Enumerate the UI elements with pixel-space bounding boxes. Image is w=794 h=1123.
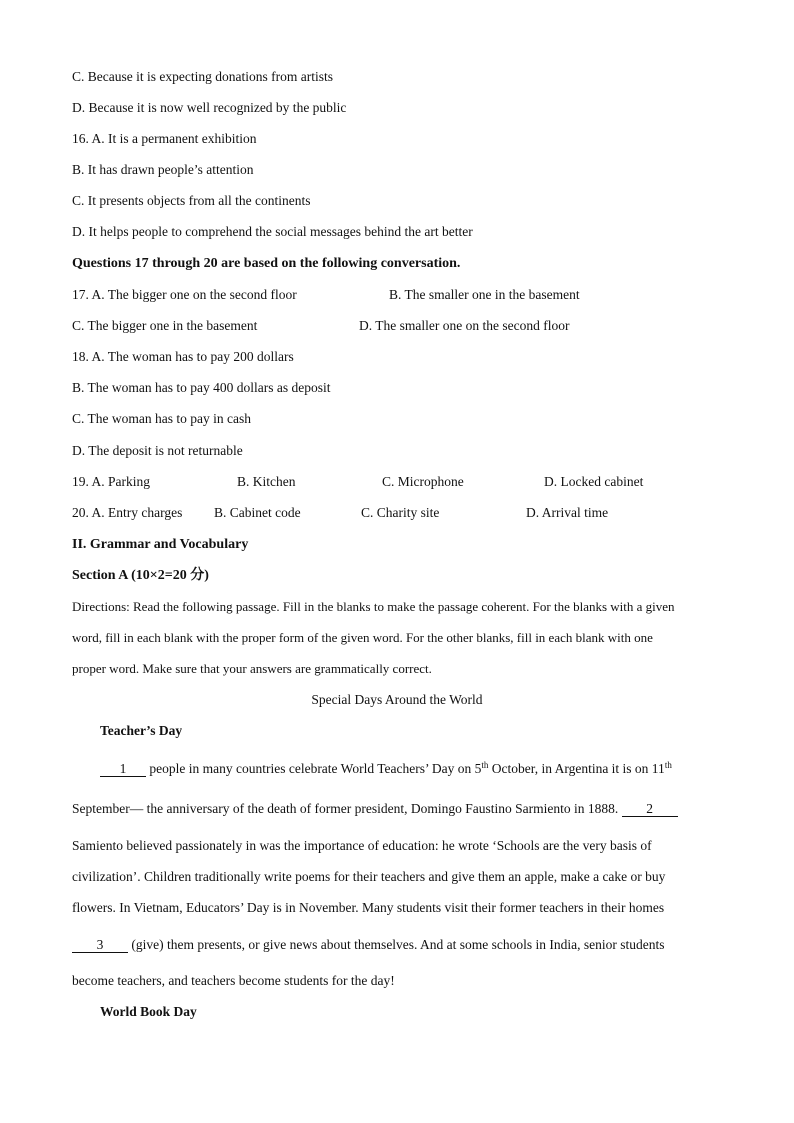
passage-line-5: flowers. In Vietnam, Educators’ Day is in November. Many students visit their former teachers in their homes: [72, 900, 665, 915]
passage-line-6: 3 (give) them presents, or give news about themselves. And at some schools in India, senior students: [72, 938, 665, 953]
q17-option-d: D. The smaller one on the second floor: [359, 318, 570, 333]
q18-option-b: B. The woman has to pay 400 dollars as deposit: [72, 380, 331, 395]
q16-option-a: 16. A. It is a permanent exhibition: [72, 131, 257, 146]
q20-option-a: 20. A. Entry charges: [72, 505, 183, 520]
q17-option-a: 17. A. The bigger one on the second floor: [72, 287, 297, 302]
q16-option-d: D. It helps people to comprehend the social messages behind the art better: [72, 224, 473, 239]
q15-option-c: C. Because it is expecting donations from artists: [72, 69, 333, 84]
q20-option-c: C. Charity site: [361, 505, 440, 520]
conversation-heading: Questions 17 through 20 are based on the following conversation.: [72, 256, 461, 271]
part2-heading: II. Grammar and Vocabulary: [72, 537, 249, 552]
q19-option-d: D. Locked cabinet: [544, 474, 644, 489]
blank-3[interactable]: 3: [72, 938, 128, 953]
passage-title: Special Days Around the World: [311, 692, 483, 707]
q19-option-a: 19. A. Parking: [72, 474, 151, 489]
q19-option-c: C. Microphone: [382, 474, 464, 489]
q16-option-b: B. It has drawn people’s attention: [72, 162, 254, 177]
world-book-day-heading: World Book Day: [100, 1004, 197, 1019]
q17-option-b: B. The smaller one in the basement: [389, 287, 580, 302]
blank-1[interactable]: 1: [100, 762, 146, 777]
directions-line-2: word, fill in each blank with the proper form of the given word. For the other blanks, fill in each blank with one: [72, 630, 653, 645]
passage-line-3: Samiento believed passionately in was the importance of education: he wrote ‘Schools are the very basis of: [72, 838, 652, 853]
q20-option-d: D. Arrival time: [526, 505, 609, 520]
q16-option-c: C. It presents objects from all the continents: [72, 193, 311, 208]
q18-option-a: 18. A. The woman has to pay 200 dollars: [72, 349, 294, 364]
blank-2[interactable]: 2: [622, 802, 678, 817]
teachers-day-heading: Teacher’s Day: [100, 723, 183, 738]
q19-option-b: B. Kitchen: [237, 474, 296, 489]
q20-option-b: B. Cabinet code: [214, 505, 301, 520]
passage-line-4: civilization’. Children traditionally write poems for their teachers and give them an apple, make a cake or buy: [72, 869, 666, 884]
passage-line-2: September— the anniversary of the death of former president, Domingo Faustino Sarmiento in 1888. 2: [72, 802, 678, 817]
passage-line-1: 1 people in many countries celebrate World Teachers’ Day on 5th October, in Argentina it is on 11th: [100, 762, 672, 777]
q18-option-d: D. The deposit is not returnable: [72, 443, 243, 458]
q18-option-c: C. The woman has to pay in cash: [72, 411, 251, 426]
directions-line-1: Directions: Read the following passage. Fill in the blanks to make the passage coherent. For the blanks with a given: [72, 599, 675, 614]
directions-line-3: proper word. Make sure that your answers are grammatically correct.: [72, 661, 432, 676]
passage-line-7: become teachers, and teachers become students for the day!: [72, 973, 395, 988]
q17-option-c: C. The bigger one in the basement: [72, 318, 258, 333]
q15-option-d: D. Because it is now well recognized by the public: [72, 100, 347, 115]
section-a-heading: Section A (10×2=20 分): [72, 568, 209, 583]
